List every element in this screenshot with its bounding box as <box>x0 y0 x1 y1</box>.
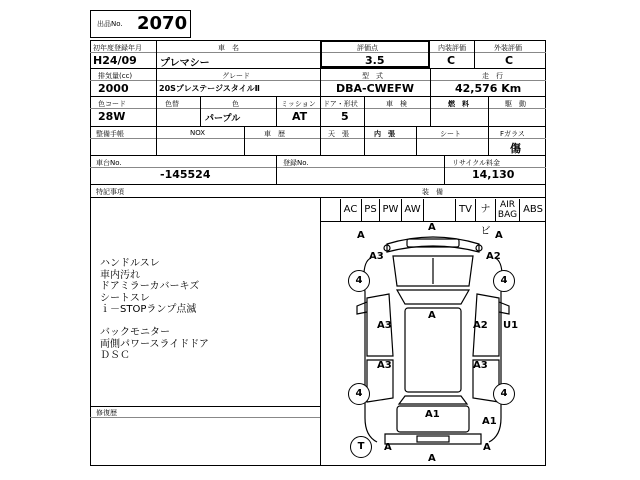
interior-score-label: 内装評価 <box>438 44 466 52</box>
exterior-score-label: 外装評価 <box>494 44 522 52</box>
drive-label: 駆 動 <box>505 100 526 108</box>
equipment-item: AC <box>340 199 362 221</box>
rule <box>488 96 489 126</box>
damage-code-right-rear-tire: 4 <box>493 383 515 405</box>
rule <box>364 96 365 126</box>
damage-code-front-bumper: A <box>428 222 436 233</box>
damage-code-right-side: U1 <box>503 320 519 331</box>
displacement-label: 排気量(cc) <box>98 72 133 80</box>
damage-code-front-right-corner: A <box>495 230 503 241</box>
interior-score-value: C <box>447 54 456 67</box>
rear-window-outline <box>399 396 467 404</box>
equipment-item: AW <box>402 199 424 221</box>
remark-line: ハンドルスレ <box>100 258 160 269</box>
interior-trim-label: 内 張 <box>374 130 395 138</box>
equipment-item: ABS <box>523 204 543 215</box>
remark-line: ｉ－STOPランプ点滅 <box>100 304 197 315</box>
rule <box>90 80 546 81</box>
roof-label: 天 張 <box>328 130 349 138</box>
nox-label: NOX <box>190 129 206 137</box>
damage-code-left-front-tire: 4 <box>348 270 370 292</box>
rule <box>444 155 445 184</box>
color-code-value: 28W <box>98 110 126 123</box>
score-value: 3.5 <box>365 54 385 67</box>
rule <box>244 126 245 155</box>
recycle-value: 14,130 <box>472 168 515 181</box>
lot-number-label: 出品No. <box>97 20 123 28</box>
damage-code-rear-bumper: A <box>428 453 436 464</box>
score-label: 評価点 <box>357 44 378 52</box>
rule <box>90 184 546 185</box>
color-code-label: 色コード <box>98 100 126 108</box>
rule <box>90 138 546 139</box>
lot-number-box <box>90 10 191 38</box>
license-plate-outline <box>417 436 449 442</box>
damage-code-rear-panel: A1 <box>425 409 440 420</box>
color-change-label: 色替 <box>165 100 179 108</box>
damage-code-left-rear-tire: 4 <box>348 383 370 405</box>
damage-code-right-front-tire: 4 <box>493 270 515 292</box>
car-name-label: 車 名 <box>218 44 239 52</box>
mileage-value: 42,576 Km <box>455 82 522 95</box>
rule <box>320 68 321 96</box>
equipment-item: PS <box>362 199 380 221</box>
mission-label: ミッション <box>281 100 316 108</box>
color-label: 色 <box>232 100 239 108</box>
remarks-label: 特記事項 <box>96 188 124 196</box>
damage-code-left-rear-door: A3 <box>377 360 392 371</box>
equipment-label: 装 備 <box>422 188 443 196</box>
remark-line: ドアミラーカバーキズ <box>100 281 200 292</box>
year-label: 初年度登録年月 <box>93 44 142 52</box>
rule <box>156 40 157 68</box>
model-value: DBA-CWEFW <box>336 82 414 95</box>
equipment-item: PW <box>380 199 402 221</box>
rule <box>276 96 277 126</box>
damage-code-spare-tire: T <box>350 436 372 458</box>
equipment-item: TV <box>456 199 476 221</box>
equipment-item: AIR BAG <box>496 199 520 221</box>
windshield-outline <box>397 290 469 304</box>
rule <box>90 96 546 97</box>
lot-number: 2070 <box>137 13 188 34</box>
damage-code-left-front-fender: A3 <box>369 251 384 262</box>
mileage-label: 走 行 <box>482 72 503 80</box>
rule <box>90 155 546 156</box>
model-label: 型 式 <box>362 72 383 80</box>
grade-label: グレード <box>222 72 250 80</box>
rule <box>156 96 157 126</box>
equipment-item: ナビ <box>476 199 496 221</box>
rule <box>90 417 321 418</box>
car-name-value: プレマシー <box>160 58 210 69</box>
damage-code-roof: A <box>428 310 436 321</box>
rule <box>276 155 277 184</box>
damage-code-rear-bumper-left: A <box>384 442 392 453</box>
damage-code-right-front-door: A2 <box>473 320 488 331</box>
fuel-label: 燃 料 <box>448 100 469 108</box>
year-value: H24/09 <box>93 54 137 67</box>
rule <box>200 96 201 126</box>
remark-line: ＤＳＣ <box>100 350 130 361</box>
color-value: パープル <box>205 114 241 124</box>
door-label: ドア・形状 <box>323 100 358 108</box>
remark-line: シートスレ <box>100 292 150 304</box>
rule <box>90 126 546 127</box>
rule <box>90 406 321 407</box>
car-diagram <box>321 222 545 466</box>
remark-line: 両側パワースライドドア <box>100 338 209 350</box>
rule <box>90 68 546 69</box>
remark-line: バックモニター <box>100 327 170 338</box>
rule <box>416 126 417 155</box>
rule <box>430 68 431 96</box>
rule <box>474 40 475 68</box>
damage-code-right-front-fender: A2 <box>486 251 501 262</box>
grade-value: 20SプレステージスタイルⅡ <box>159 84 260 93</box>
rule <box>90 52 546 53</box>
exterior-score-value: C <box>505 54 514 67</box>
remark-line: 車内汚れ <box>100 269 140 281</box>
rule <box>430 96 431 126</box>
chassis-value: -145524 <box>160 168 211 181</box>
damage-code-left-front-door: A3 <box>377 320 392 331</box>
damage-code-right-rear-door: A3 <box>473 360 488 371</box>
seat-label: シート <box>440 130 461 138</box>
recycle-label: リサイクル料金 <box>452 159 501 167</box>
history-label: 車 歴 <box>264 130 285 138</box>
damage-code-front-left-corner: A <box>357 230 365 241</box>
repair-history-label: 修復歴 <box>96 409 117 417</box>
rule <box>364 126 365 155</box>
chassis-label: 車台No. <box>96 159 122 167</box>
door-value: 5 <box>341 110 349 123</box>
mission-value: AT <box>292 110 308 123</box>
glass-value: 傷 <box>510 142 521 155</box>
rule <box>340 199 341 221</box>
rule <box>156 126 157 155</box>
manual-label: 整備手帳 <box>96 130 124 138</box>
damage-code-right-rear-corner: A1 <box>482 416 497 427</box>
inspection-label: 車 検 <box>386 100 407 108</box>
equipment-item <box>424 199 456 221</box>
glass-label: Fガラス <box>500 130 525 138</box>
rule <box>156 68 157 96</box>
registration-label: 登録No. <box>283 159 309 167</box>
displacement-value: 2000 <box>98 82 129 95</box>
rule <box>320 96 321 126</box>
rule <box>320 126 321 155</box>
rule <box>488 126 489 155</box>
damage-code-rear-bumper-right: A <box>483 442 491 453</box>
rule <box>90 108 546 109</box>
